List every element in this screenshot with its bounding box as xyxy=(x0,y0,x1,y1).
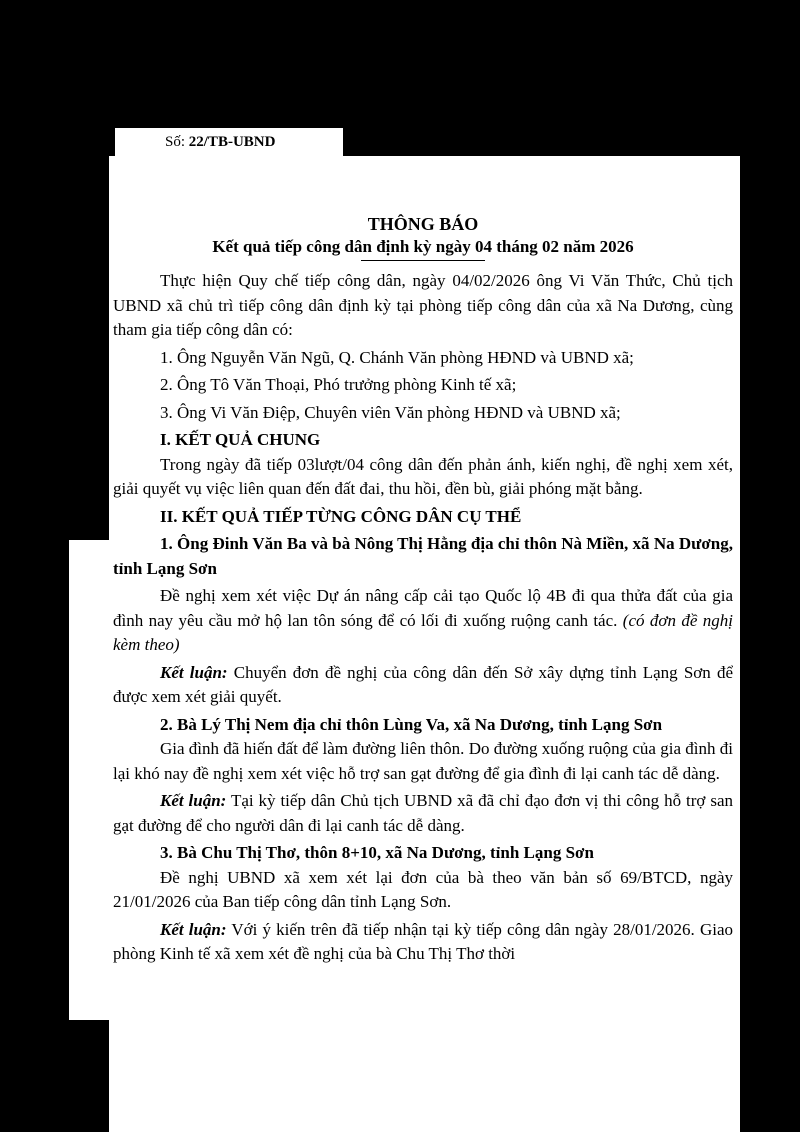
case-conclusion: Kết luận: Với ý kiến trên đã tiếp nhận tại kỳ tiếp công dân ngày 28/01/2026. Giao phòng Kinh tế xã xem xét đề nghị của bà Chu Thị Thơ thời xyxy=(113,919,733,963)
document-title: THÔNG BÁO xyxy=(367,214,479,234)
conclusion-label: Kết luận: xyxy=(160,791,227,810)
intro-paragraph: Thực hiện Quy chế tiếp công dân, ngày 04/02/2026 ông Vi Văn Thức, Chủ tịch UBND xã chủ trì tiếp công dân định kỳ tại phòng tiếp công dân của xã Na Dương, cùng tham gia tiếp công dân có: xyxy=(113,271,733,339)
section-heading: II. KẾT QUẢ TIẾP TỪNG CÔNG DÂN CỤ THỂ xyxy=(160,506,522,526)
case-conclusion: Kết luận: Chuyển đơn đề nghị của công dân đến Sở xây dựng tỉnh Lạng Sơn để được xem xét giải quyết. xyxy=(113,662,733,706)
conclusion-label: Kết luận: xyxy=(160,662,228,682)
document-number-value: 22/TB-UBND xyxy=(188,134,276,150)
case-request: Gia đình đã hiến đất để làm đường liên thôn. Do đường xuống ruộng của gia đình đi lại khó nay đề nghị xem xét việc hỗ trợ san gạt đường để gia đình đi lại canh tác dễ dàng. xyxy=(113,739,733,783)
participant-item: 1. Ông Nguyễn Văn Ngũ, Q. Chánh Văn phòng HĐND và UBND xã; xyxy=(160,347,634,367)
document-number xyxy=(165,132,275,152)
document-subtitle: Kết quả tiếp công dân định kỳ ngày 04 tháng 02 năm 2026 xyxy=(212,237,634,256)
case-request-note: (có đơn đề nghị kèm theo) xyxy=(113,610,733,654)
participant-item: 2. Ông Tô Văn Thoại, Phó trưởng phòng Kinh tế xã; xyxy=(160,375,517,394)
case-request: Đề nghị UBND xã xem xét lại đơn của bà theo văn bản số 69/BTCD, ngày 21/01/2026 của Ban tiếp công dân tỉnh Lạng Sơn. xyxy=(113,867,733,911)
title-underline xyxy=(361,260,485,261)
document-number-label: Số: xyxy=(165,134,186,150)
case-heading: 3. Bà Chu Thị Thơ, thôn 8+10, xã Na Dương, tỉnh Lạng Sơn xyxy=(160,843,594,862)
section-paragraph: Trong ngày đã tiếp 03lượt/04 công dân đến phản ánh, kiến nghị, đề nghị xem xét, giải quyết vụ việc liên quan đến đất đai, thu hồi, đền bù, giải phóng mặt bằng. xyxy=(113,454,733,498)
case-conclusion: Kết luận: Tại kỳ tiếp dân Chủ tịch UBND xã đã chỉ đạo đơn vị thi công hỗ trợ san gạt đường để cho người dân đi lại canh tác dễ dàng. xyxy=(113,791,733,835)
participant-item: 3. Ông Vi Văn Điệp, Chuyên viên Văn phòng HĐND và UBND xã; xyxy=(160,402,621,422)
case-heading: 2. Bà Lý Thị Nem địa chỉ thôn Lùng Va, xã Na Dương, tỉnh Lạng Sơn xyxy=(160,714,663,734)
section-heading: I. KẾT QUẢ CHUNG xyxy=(160,430,321,449)
conclusion-label: Kết luận: xyxy=(160,919,227,939)
document-body xyxy=(113,212,733,967)
case-request: Đề nghị xem xét việc Dự án nâng cấp cải tạo Quốc lộ 4B đi qua thửa đất của gia đình nay yêu cầu mở hộ lan tôn sóng để có lối đi xuống ruộng canh tác. (có đơn đề nghị kèm theo) xyxy=(113,586,733,654)
case-heading: 1. Ông Đinh Văn Ba và bà Nông Thị Hằng địa chỉ thôn Nà Miền, xã Na Dương, tỉnh Lạng Sơn xyxy=(113,534,733,578)
page-region-bottom xyxy=(109,1020,740,1132)
